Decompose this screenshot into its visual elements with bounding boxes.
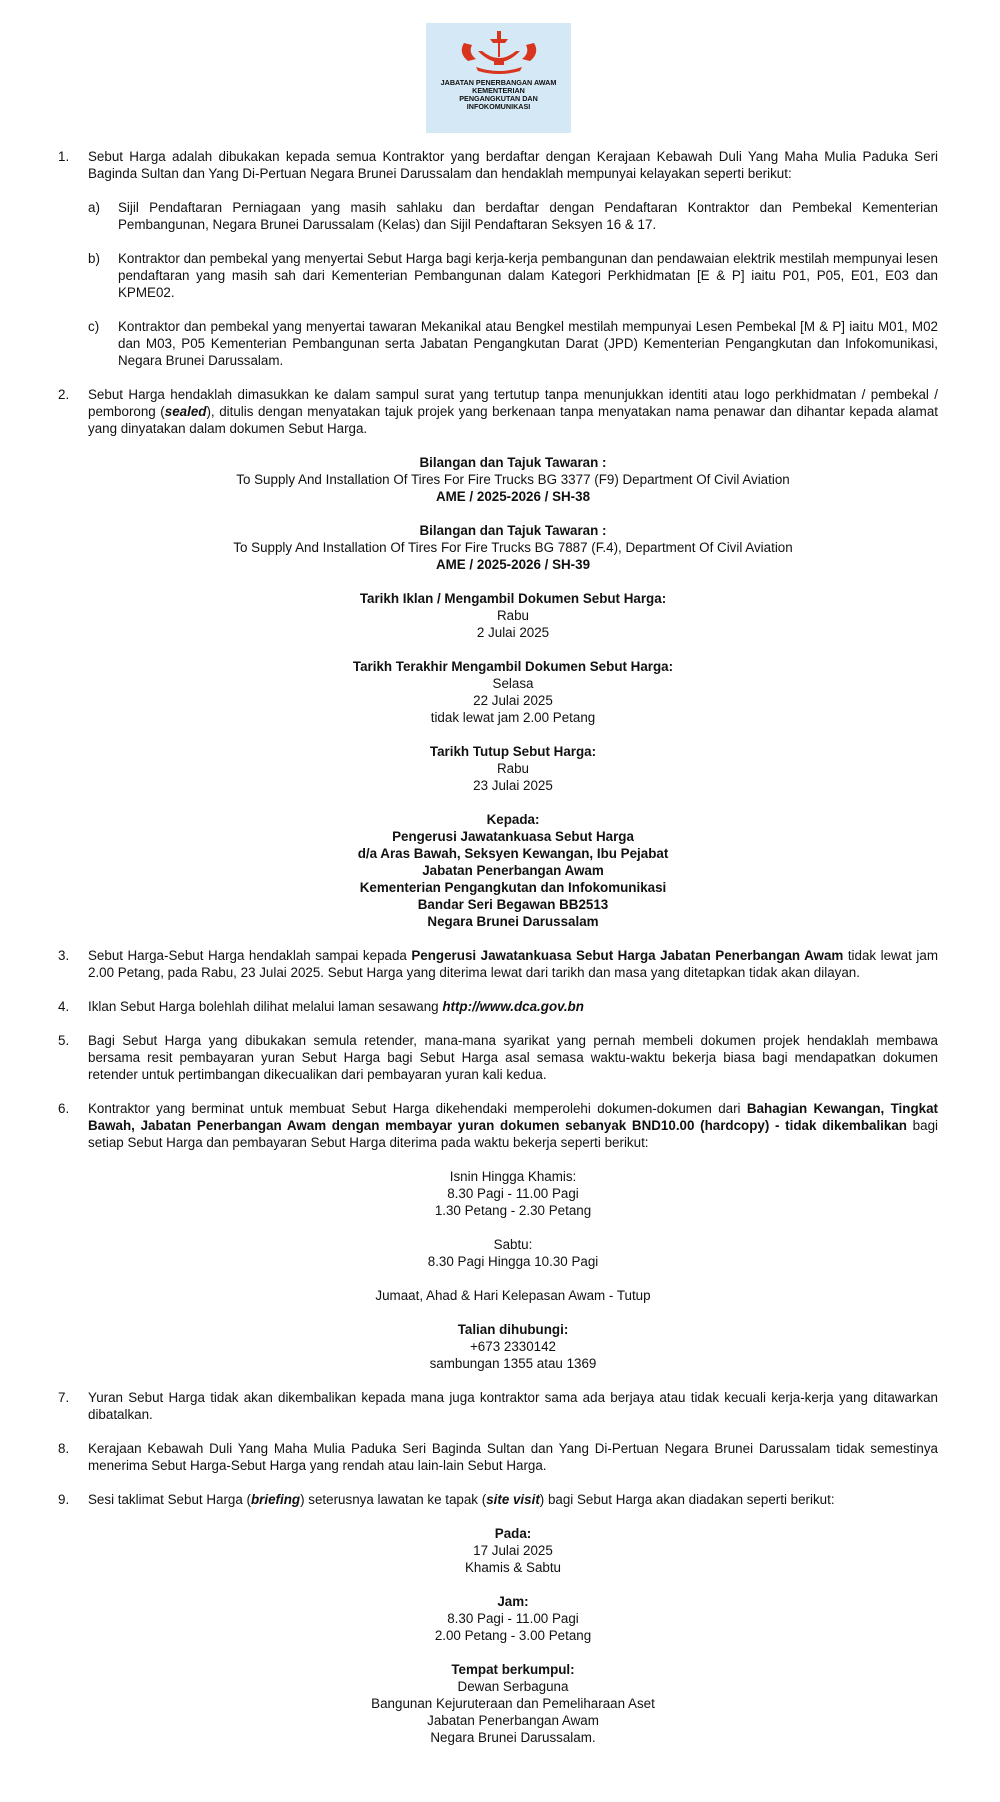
clause-9: 9. Sesi taklimat Sebut Harga (briefing) seterusnya lawatan ke tapak (site visit) bagi Sebut Harga akan diadakan seperti berikut: [58, 1492, 835, 1507]
clause-1: 1. Sebut Harga adalah dibukakan kepada semua Kontraktor yang berdaftar dengan Kerajaan Kebawah Duli Yang Maha Mulia Paduka Seri Baginda Sultan dan Yang Di-Pertuan Negara Brunei Darussalam dan hendaklah mempunyai kelayakan seperti berikut: [58, 149, 938, 181]
clause-1c: c) Kontraktor dan pembekal yang menyertai tawaran Mekanikal atau Bengkel mestilah mempunyai Lesen Pembekal [M & P] iaitu M01, M02 dan M03, P05 Kementerian Pembangunan serta Jabatan Pengangkutan Darat (JPD) Kementerian Pengangkutan dan Infokomunikasi, Negara Brunei Darussalam. [88, 319, 938, 368]
clause-2: 2. Sebut Harga hendaklah dimasukkan ke dalam sampul surat yang tertutup tanpa menunjukkan identiti atau logo perkhidmatan / pembekal / pemborong (sealed), ditulis dengan menyatakan tajuk projek yang berkenaan tanpa menyatakan nama penawar dan dihantar kepada alamat yang dinyatakan dalam dokumen Sebut Harga. [58, 387, 938, 436]
contact-info: Talian dihubungi: +673 2330142 sambungan 1355 atau 1369 [429, 1322, 597, 1371]
briefing-time: Jam: 8.30 Pagi - 11.00 Pagi 2.00 Petang - 3.00 Petang [434, 1594, 592, 1643]
meeting-place: Tempat berkumpul: Dewan Serbaguna Bangunan Kejuruteraan dan Pemeliharaan Aset Jabatan Penerbangan Awam Negara Brunei Darussalam. [371, 1662, 655, 1745]
clause-7: 7. Yuran Sebut Harga tidak akan dikembalikan kepada mana juga kontraktor sama ada berjaya atau tidak kecuali kerja-kerja yang ditawarkan dibatalkan. [58, 1390, 938, 1422]
clause-3: 3. Sebut Harga-Sebut Harga hendaklah sampai kepada Pengerusi Jawatankuasa Sebut Harga Jabatan Penerbangan Awam tidak lewat jam 2.00 Petang, pada Rabu, 23 Julai 2025. Sebut Harga yang diterima lewat dari tarikh dan masa yang ditetapkan tidak akan dilayan. [58, 948, 938, 980]
tender-2: Bilangan dan Tajuk Tawaran : To Supply And Installation Of Tires For Fire Trucks BG 7887 (F.4), Department Of Civil Aviation AME / 2025-2026 / SH-39 [233, 523, 793, 572]
brunei-crest-icon [454, 29, 544, 77]
submission-address: Kepada: Pengerusi Jawatankuasa Sebut Harga d/a Aras Bawah, Seksyen Kewangan, Ibu Pejabat Jabatan Penerbangan Awam Kementerian Pengangkutan dan Infokomunikasi Bandar Seri Begawan BB2513 Negara Brunei Darussalam [357, 812, 669, 929]
saturday-hours: Sabtu: 8.30 Pagi Hingga 10.30 Pagi [427, 1237, 599, 1269]
weekday-hours: Isnin Hingga Khamis: 8.30 Pagi - 11.00 Pagi 1.30 Petang - 2.30 Petang [434, 1169, 592, 1218]
clause-1a: a) Sijil Pendaftaran Perniagaan yang masih sahlaku dan berdaftar dengan Pendaftaran Kontraktor dan Pembekal Kementerian Pembangunan, Negara Brunei Darussalam (Kelas) dan Sijil Pendaftaran Seksyen 16 & 17. [88, 200, 938, 232]
clause-4: 4. Iklan Sebut Harga bolehlah dilihat melalui laman sesawang http://www.dca.gov.bn [58, 999, 584, 1014]
org-name: JABATAN PENERBANGAN AWAM KEMENTERIAN PENGANGKUTAN DAN INFOKOMUNIKASI [440, 78, 557, 111]
closed-days: Jumaat, Ahad & Hari Kelepasan Awam - Tutup [375, 1288, 651, 1303]
closing-date: Tarikh Tutup Sebut Harga: Rabu 23 Julai 2025 [429, 744, 597, 793]
clause-1-text: Sebut Harga adalah dibukakan kepada semua Kontraktor yang berdaftar dengan Kerajaan Kebawah Duli Yang Maha Mulia Paduka Seri Baginda Sultan dan Yang Di-Pertuan Negara Brunei Darussalam dan hendaklah mempunyai kelayakan seperti berikut: [88, 149, 938, 181]
clause-2-text: Sebut Harga hendaklah dimasukkan ke dalam sampul surat yang tertutup tanpa menunjukkan identiti atau logo perkhidmatan / pembekal / pemborong (sealed), ditulis dengan menyatakan tajuk projek yang berkenaan tanpa menyatakan nama penawar dan dihantar kepada alamat yang dinyatakan dalam dokumen Sebut Harga. [88, 387, 938, 436]
website-link[interactable]: http://www.dca.gov.bn [442, 999, 584, 1014]
clause-8: 8. Kerajaan Kebawah Duli Yang Maha Mulia Paduka Seri Baginda Sultan dan Yang Di-Pertuan Negara Brunei Darussalam tidak semestinya menerima Sebut Harga-Sebut Harga yang rendah atau lain-lain Sebut Harga. [58, 1441, 938, 1473]
document-body [58, 148, 938, 1763]
clause-6: 6. Kontraktor yang berminat untuk membuat Sebut Harga dikehendaki memperolehi dokumen-dokumen dari Bahagian Kewangan, Tingkat Bawah, Jabatan Penerbangan Awam dengan membayar yuran dokumen sebanyak BND10.00 (hardcopy) - tidak dikembalikan bagi setiap Sebut Harga dan pembayaran Sebut Harga diterima pada waktu bekerja seperti berikut: [58, 1101, 938, 1150]
briefing-date: Pada: 17 Julai 2025 Khamis & Sabtu [464, 1526, 562, 1575]
advert-date: Tarikh Iklan / Mengambil Dokumen Sebut Harga: Rabu 2 Julai 2025 [359, 591, 667, 640]
header-logo-box [426, 23, 571, 133]
clause-1b: b) Kontraktor dan pembekal yang menyertai Sebut Harga bagi kerja-kerja pembangunan dan pendawaian elektrik mestilah mempunyai lesen pendaftaran yang masih sah dari Kementerian Pembangunan dalam Kategori Perkhidmatan [E & P] iaitu P01, P05, E01, E03 dan KPME02. [88, 251, 938, 300]
tender-1: Bilangan dan Tajuk Tawaran : To Supply And Installation Of Tires For Fire Trucks BG 3377 (F9) Department Of Civil Aviation AME / 2025-2026 / SH-38 [236, 455, 790, 504]
clause-5: 5. Bagi Sebut Harga yang dibukakan semula retender, mana-mana syarikat yang pernah membeli dokumen projek hendaklah membawa bersama resit pembayaran yuran Sebut Harga bagi Sebut Harga asal semasa waktu-waktu bekerja biasa bagi mendapatkan dokumen retender untuk pertimbangan dikecualikan dari pembayaran yuran kali kedua. [58, 1033, 938, 1082]
last-collection-date: Tarikh Terakhir Mengambil Dokumen Sebut Harga: Selasa 22 Julai 2025 tidak lewat jam 2.00 Petang [352, 659, 674, 725]
